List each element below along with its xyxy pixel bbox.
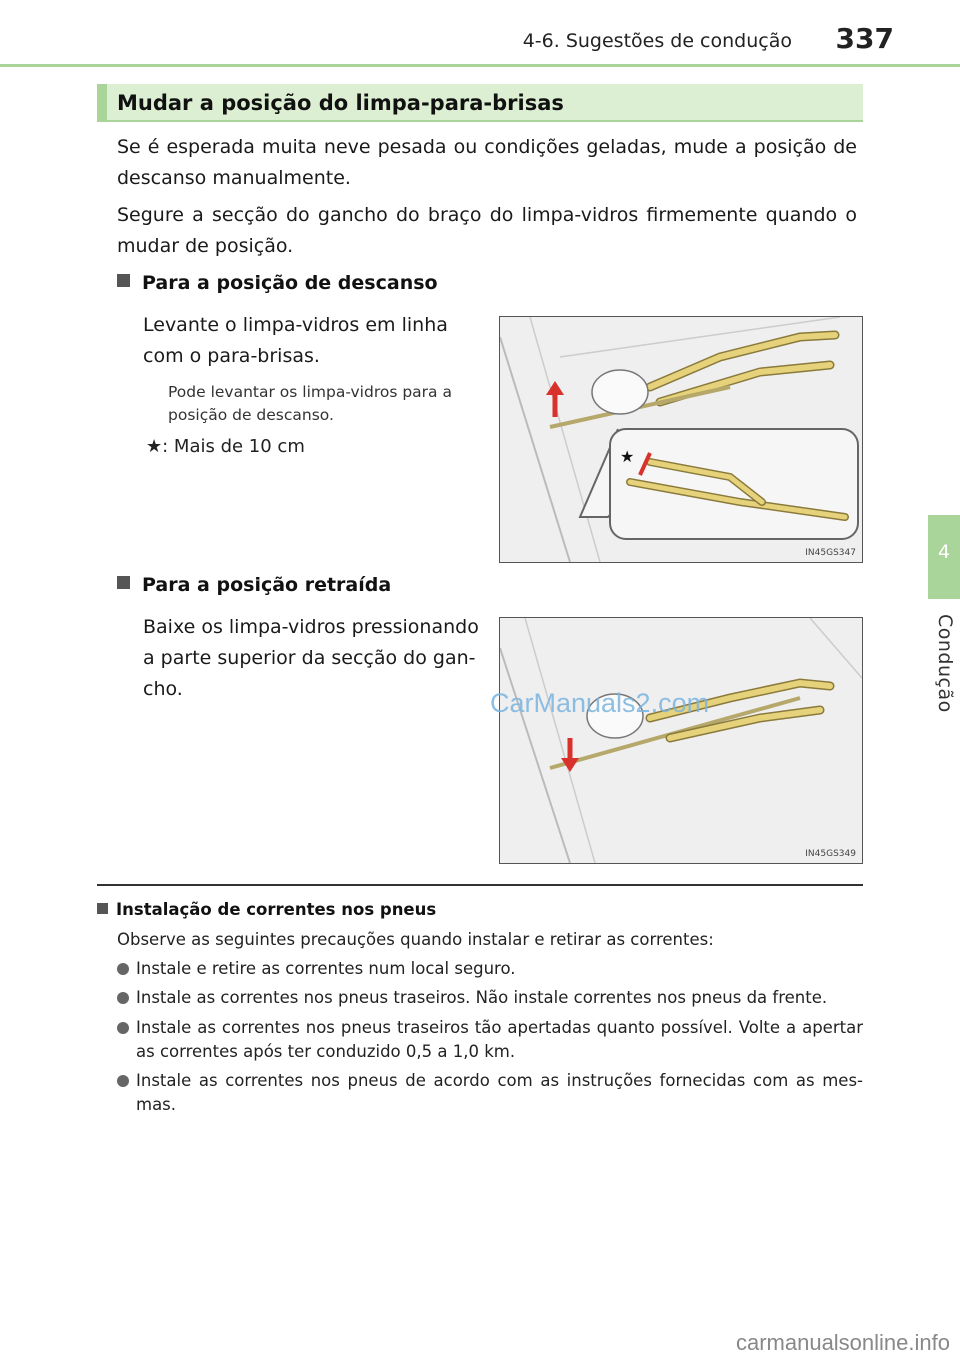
site-watermark: CarManuals2.com	[490, 688, 710, 718]
list-item	[117, 1069, 863, 1117]
section-title: Mudar a posição do limpa-para-brisas	[97, 84, 863, 122]
rest-position-illustration	[499, 316, 863, 563]
round-bullet-icon	[117, 1022, 129, 1034]
chains-intro: Observe as seguintes precauções quando instalar e retirar as correntes:	[117, 930, 714, 949]
page-number: 337	[835, 22, 894, 55]
list-item	[117, 1016, 863, 1064]
chapter-number: 4	[937, 541, 951, 563]
square-bullet-icon	[117, 274, 130, 287]
list-item	[117, 986, 863, 1010]
list-item-text: Instale as correntes nos pneus de acordo com as instruções fornecidas com as mes-mas.	[136, 1071, 863, 1114]
section-divider	[97, 884, 863, 886]
rest-position-drawing	[500, 317, 862, 562]
star-legend-text: : Mais de 10 cm	[162, 436, 305, 457]
list-item	[117, 957, 863, 981]
chapter-label: Condução	[934, 614, 956, 713]
retracted-position-heading-text: Para a posição retraída	[142, 574, 392, 596]
intro-paragraph-1: Se é esperada muita neve pesada ou condições geladas, mude a posição de descanso manualmente.	[117, 136, 857, 189]
chains-heading-text: Instalação de correntes nos pneus	[116, 900, 437, 919]
square-bullet-icon	[97, 903, 108, 914]
list-item-text: Instale as correntes nos pneus traseiros tão apertadas quanto possível. Volte a apertar as correntes após ter conduzido 0,5 a 1,0 km.	[136, 1018, 863, 1061]
figure-code: IN45GS349	[805, 849, 856, 859]
header-rule	[0, 64, 960, 67]
retracted-position-heading	[117, 574, 391, 596]
round-bullet-icon	[117, 1075, 129, 1087]
chapter-tab[interactable]	[928, 515, 960, 599]
chains-heading	[97, 900, 436, 919]
header-section-title: 4-6. Sugestões de condução	[522, 30, 792, 52]
intro-paragraph-2: Segure a secção do gancho do braço do limpa-vidros firmemente quando o mudar de posição.	[117, 204, 857, 257]
retracted-position-drawing	[500, 618, 862, 863]
retracted-position-step: Baixe os limpa-vidros pressionando a parte superior da secção do gan-cho.	[143, 616, 479, 700]
star-icon: ★	[146, 436, 163, 457]
square-bullet-icon	[117, 576, 130, 589]
star-legend	[146, 436, 305, 457]
list-item-text: Instale e retire as correntes num local seguro.	[136, 959, 516, 978]
rest-position-heading	[117, 272, 438, 294]
list-item-text: Instale as correntes nos pneus traseiros. Não instale correntes nos pneus da frente.	[136, 988, 828, 1007]
round-bullet-icon	[117, 992, 129, 1004]
svg-text:★: ★	[620, 447, 635, 466]
rest-position-note: Pode levantar os limpa-vidros para a posição de descanso.	[168, 383, 452, 424]
round-bullet-icon	[117, 963, 129, 975]
retracted-position-illustration	[499, 617, 863, 864]
rest-position-step: Levante o limpa-vidros em linha com o para-brisas.	[143, 314, 448, 367]
rest-position-heading-text: Para a posição de descanso	[142, 272, 438, 294]
figure-code: IN45GS347	[805, 548, 856, 558]
footer-watermark: carmanualsonline.info	[735, 1330, 950, 1355]
